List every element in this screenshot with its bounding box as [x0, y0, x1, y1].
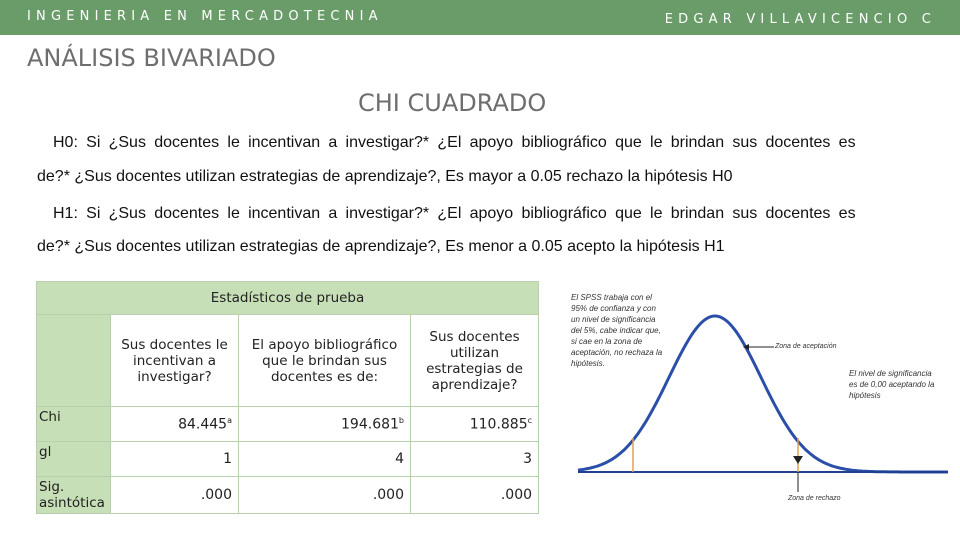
table-row-sig	[37, 477, 539, 514]
test-statistics-table	[36, 281, 539, 514]
table-caption: Estadísticos de prueba	[37, 282, 539, 315]
footnote-mark: c	[527, 415, 533, 425]
reject-marker	[793, 456, 803, 464]
course-name: INGENIERIA EN MERCADOTECNIA	[27, 9, 383, 24]
hypothesis-h0-line-1: H0: Si ¿Sus docentes le incentivan a investigar?* ¿El apoyo bibliográfico que le brindan sus docentes es	[53, 134, 856, 151]
author-name: EDGAR VILLAVICENCIO C	[664, 12, 936, 27]
page-subtitle: CHI CUADRADO	[358, 89, 547, 117]
cell-value: 110.885	[469, 416, 528, 433]
row-label-chi: Chi	[37, 407, 111, 442]
column-header-apoyo-bibliografico: El apoyo bibliográfico que le brindan sus docentes es de:	[239, 315, 411, 407]
cell-value: 84.445	[178, 416, 228, 433]
cell-gl-2: 4	[239, 442, 411, 477]
cell-chi-1	[111, 407, 239, 442]
column-header-incentivan: Sus docentes le incentivan a investigar?	[111, 315, 239, 407]
cell-gl-1: 1	[111, 442, 239, 477]
hypothesis-h1-line-1: H1: Si ¿Sus docentes le incentivan a investigar?* ¿El apoyo bibliográfico que le brindan sus docentes es	[53, 205, 856, 222]
cell-sig-1: .000	[111, 477, 239, 514]
header-bar	[0, 0, 960, 35]
cell-gl-3: 3	[411, 442, 539, 477]
cell-chi-3	[411, 407, 539, 442]
cell-value: 194.681	[341, 416, 399, 433]
note-significance: El nivel de significancia es de 0,00 aceptando la hipótesis	[849, 369, 935, 400]
table-row-gl	[37, 442, 539, 477]
page-title: ANÁLISIS BIVARIADO	[27, 44, 276, 72]
table-row-chi	[37, 407, 539, 442]
row-label-sig: Sig. asintótica	[37, 477, 111, 514]
note-spss: El SPSS trabaja con el 95% de confianza y con un nivel de significancia del 5%, cabe indicar que, si cae en la zona de aceptación, no rechaza la hipótesis.	[571, 293, 663, 368]
footnote-mark: b	[398, 415, 404, 425]
table-corner	[37, 315, 111, 407]
hypothesis-h0-line-2: de?* ¿Sus docentes utilizan estrategias de aprendizaje?, Es mayor a 0.05 rechazo la hipótesis H0	[37, 168, 733, 185]
normal-curve-figure	[562, 286, 960, 516]
label-accept-zone: Zona de aceptación	[775, 343, 837, 350]
cell-chi-2	[239, 407, 411, 442]
footnote-mark: a	[227, 415, 232, 425]
column-header-estrategias: Sus docentes utilizan estrategias de aprendizaje?	[411, 315, 539, 407]
label-reject-zone: Zona de rechazo	[788, 495, 841, 502]
hypothesis-h1-line-2: de?* ¿Sus docentes utilizan estrategias de aprendizaje?, Es menor a 0.05 acepto la hipótesis H1	[37, 238, 725, 255]
row-label-gl: gl	[37, 442, 111, 477]
cell-sig-2: .000	[239, 477, 411, 514]
cell-sig-3: .000	[411, 477, 539, 514]
